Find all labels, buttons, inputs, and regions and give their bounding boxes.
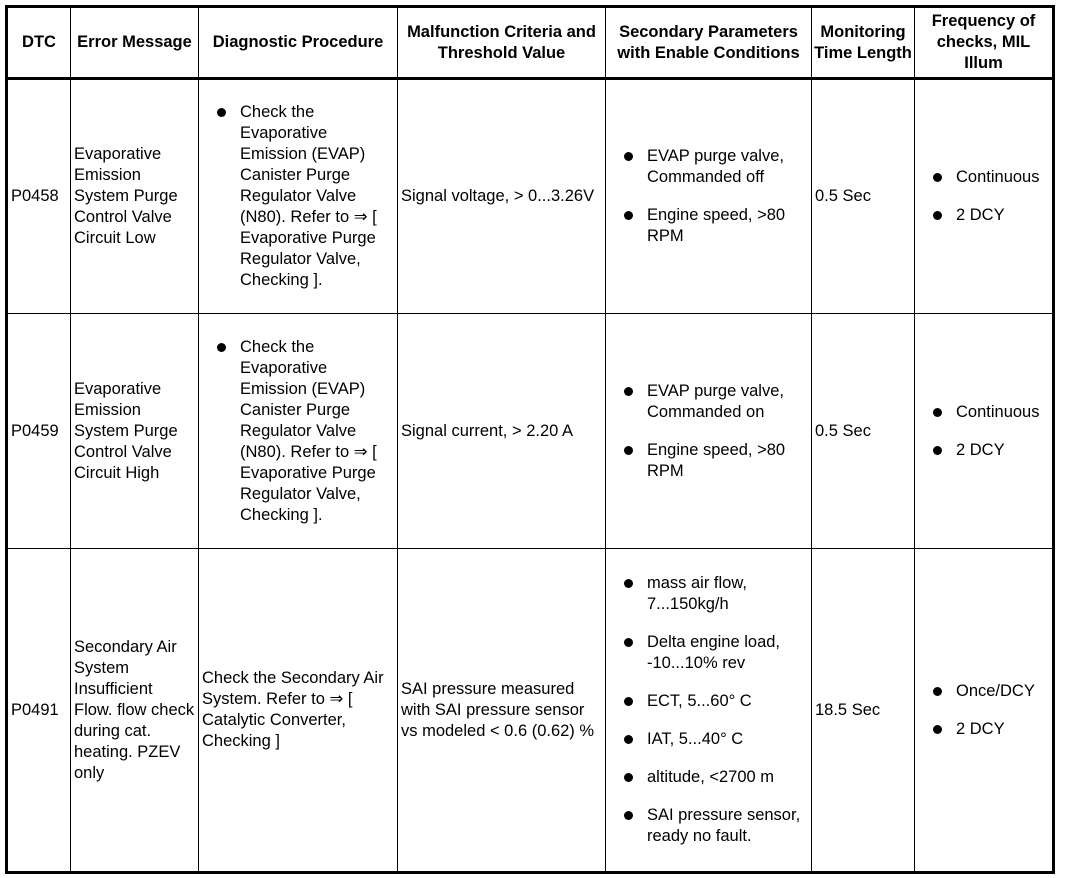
secondary-parameters [606,549,812,873]
diagnostic-procedure [199,79,398,314]
dtc-table [5,5,1055,874]
table-row [7,79,1054,314]
dtc-code: P0458 [7,79,71,314]
dtc-code: P0491 [7,549,71,873]
malfunction-criteria: Signal voltage, > 0...3.26V [398,79,606,314]
header-diagnostic-procedure: Diagnostic Procedure [199,7,398,79]
parameter-item: ECT, 5...60° C [609,691,808,712]
diagnostic-procedure [199,314,398,549]
error-message: Secondary Air System Insufficient Flow. flow check during cat. heating. PZEV only [71,549,199,873]
parameter-item: mass air flow, 7...150kg/h [609,573,808,615]
header-dtc: DTC [7,7,71,79]
procedure-item: Check the Evaporative Emission (EVAP) Canister Purge Regulator Valve (N80). Refer to ⇒ [ Evaporative Purge Regulator Valve, Checking ]. [202,102,394,291]
frequency-item: 2 DCY [918,205,1049,226]
error-message: Evaporative Emission System Purge Control Valve Circuit High [71,314,199,549]
secondary-parameters [606,314,812,549]
frequency [915,79,1054,314]
dtc-code: P0459 [7,314,71,549]
table-header-row [7,7,1054,79]
table-row [7,549,1054,873]
frequency [915,314,1054,549]
frequency-item: Once/DCY [918,681,1049,702]
frequency [915,549,1054,873]
table-row [7,314,1054,549]
header-frequency: Frequency of checks, MIL Illum [915,7,1054,79]
parameter-item: EVAP purge valve, Commanded off [609,146,808,188]
error-message: Evaporative Emission System Purge Control Valve Circuit Low [71,79,199,314]
parameter-item: altitude, <2700 m [609,767,808,788]
parameter-item: Engine speed, >80 RPM [609,440,808,482]
parameter-item: IAT, 5...40° C [609,729,808,750]
malfunction-criteria: Signal current, > 2.20 A [398,314,606,549]
parameter-item: SAI pressure sensor, ready no fault. [609,805,808,847]
header-monitoring-time: Monitoring Time Length [812,7,915,79]
parameter-item: EVAP purge valve, Commanded on [609,381,808,423]
parameter-item: Engine speed, >80 RPM [609,205,808,247]
secondary-parameters [606,79,812,314]
parameter-item: Delta engine load, -10...10% rev [609,632,808,674]
malfunction-criteria: SAI pressure measured with SAI pressure sensor vs modeled < 0.6 (0.62) % [398,549,606,873]
monitoring-time: 0.5 Sec [812,79,915,314]
header-error-message: Error Message [71,7,199,79]
frequency-item: Continuous [918,167,1049,188]
monitoring-time: 18.5 Sec [812,549,915,873]
frequency-item: 2 DCY [918,719,1049,740]
procedure-item: Check the Evaporative Emission (EVAP) Canister Purge Regulator Valve (N80). Refer to ⇒ [ Evaporative Purge Regulator Valve, Checking ]. [202,337,394,526]
diagnostic-procedure: Check the Secondary Air System. Refer to ⇒ [ Catalytic Converter, Checking ] [199,549,398,873]
frequency-item: 2 DCY [918,440,1049,461]
header-secondary-parameters: Secondary Parameters with Enable Conditions [606,7,812,79]
header-malfunction-criteria: Malfunction Criteria and Threshold Value [398,7,606,79]
frequency-item: Continuous [918,402,1049,423]
monitoring-time: 0.5 Sec [812,314,915,549]
